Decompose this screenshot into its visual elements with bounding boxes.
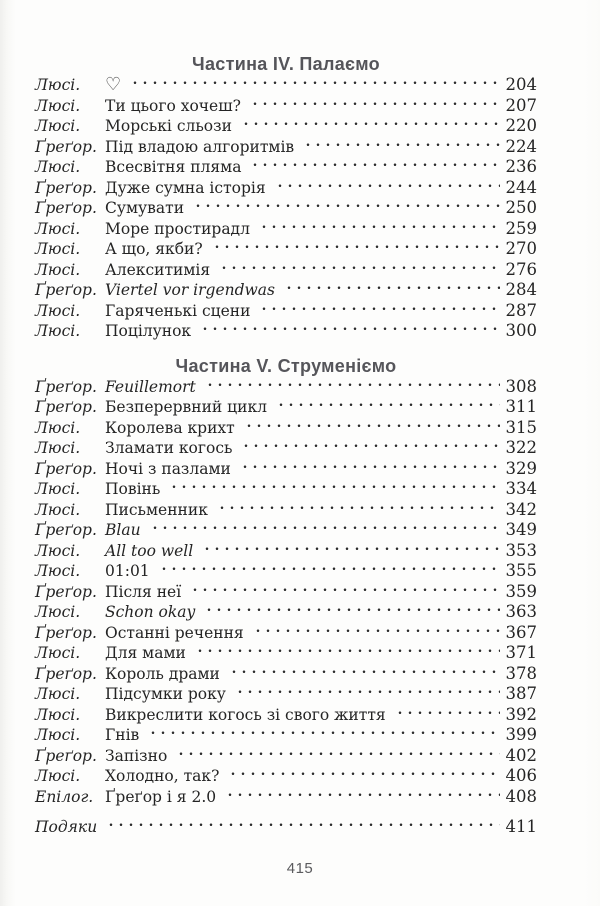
dot-leader [146,725,499,746]
page-number: 244 [505,177,537,197]
speaker-label: Ґреґор. [35,178,97,197]
chapter-title: Feuillemort [105,377,196,396]
speaker-label: Люсі. [35,500,81,519]
toc-entry [35,500,537,521]
page-number: 207 [505,95,537,115]
speaker-label: Люсі. [35,76,81,94]
toc-entry [35,766,537,787]
speaker-label: Ґреґор. [35,521,97,539]
dot-leader [257,301,499,322]
toc-entry [35,438,537,459]
chapter-title: А що, якби? [105,240,203,258]
toc-entry [35,280,537,301]
page-number: 371 [505,643,537,662]
speaker-label: Ґреґор. [35,377,97,396]
page-number: 250 [505,198,537,217]
speaker-label: Ґреґор. [35,582,97,601]
chapter-title: Повінь [105,480,161,498]
speaker-label: Ґреґор. [35,664,97,683]
chapter-title: Останні речення [105,623,244,642]
page-number: 334 [505,479,537,498]
dot-leader [191,198,499,219]
chapter-title: 01:01 [105,562,150,580]
speaker-label: Люсі. [35,705,81,724]
speaker-label: Люсі. [35,767,81,785]
page-number: 308 [505,376,537,396]
speaker-label: Люсі. [35,418,81,437]
page-number: 322 [505,438,537,457]
page-number: 359 [505,581,537,601]
toc-entry [35,561,537,582]
chapter-title: Ґреґор і я 2.0 [105,787,217,806]
speaker-label: Ґреґор. [35,398,97,416]
page-number: 387 [505,684,537,703]
chapter-title: Гаряченькі сцени [105,301,251,320]
speaker-label: Люсі. [35,117,81,135]
chapter-title: Під владою алгоритмів [105,137,295,156]
toc-entry [35,137,537,158]
dot-leader [301,137,499,158]
toc-entry [35,746,537,767]
chapter-title: Король драми [105,664,220,683]
speaker-label: Люсі. [35,301,81,320]
dot-leader [257,219,500,240]
speaker-label: Ґреґор. [35,137,97,156]
toc-entry [35,397,537,418]
toc-entry [35,705,537,726]
dot-leader [273,178,500,199]
toc-section [35,53,537,342]
toc-entry [35,75,537,96]
dot-leader [210,239,500,260]
chapter-title: Після неї [105,582,182,601]
toc-entry-acknowledgements [35,817,537,838]
page-number: 353 [505,540,537,560]
speaker-label: Ґреґор. [35,746,97,765]
dot-leader [227,664,500,685]
toc-entry [35,602,537,623]
chapter-title: Ночі з пазлами [105,459,231,478]
chapter-title: Гнів [105,726,140,744]
speaker-label: Ґреґор. [35,281,97,299]
chapter-title: Для мами [105,644,186,662]
page-number: 220 [505,116,537,135]
chapter-title: Schon okay [105,603,196,621]
page-number: 378 [505,663,537,683]
page-number: 349 [505,520,537,539]
speaker-label: Люсі. [35,219,81,238]
toc-entry [35,377,537,398]
dot-leader [188,582,499,603]
dot-leader [198,321,499,342]
toc-entry [35,459,537,480]
dot-leader [203,377,500,398]
page-number: 408 [505,786,537,806]
speaker-label: Ґреґор. [35,199,97,217]
dot-leader [226,766,499,787]
acknowledgements-label: Подяки [35,818,98,836]
page-number: 367 [505,622,537,642]
dot-leader [239,116,500,137]
toc-entry [35,260,537,281]
speaker-label: Люсі. [35,685,81,703]
dot-leader [174,746,499,767]
toc-entry [35,684,537,705]
chapter-title: Viertel vor irgendwas [105,281,276,299]
chapter-title: Королева крихт [105,418,235,437]
dot-leader [215,500,500,521]
dot-leader [248,157,499,178]
toc-entry [35,219,537,240]
page-number: 276 [505,259,537,279]
chapter-title: Безперервний цикл [105,398,268,416]
toc-entry [35,787,537,808]
table-of-contents [35,53,537,838]
heart-icon: ♡ [105,74,122,95]
chapter-title: Зламати когось [105,439,233,457]
speaker-label: Люсі. [35,240,81,258]
dot-leader [239,438,499,459]
dot-leader [238,459,500,480]
chapter-title: Запізно [105,746,168,765]
page-number: 315 [505,417,537,437]
chapter-title: Всесвітня пляма [105,158,242,176]
toc-entry [35,116,537,137]
page-number: 236 [505,157,537,176]
chapter-title: Море простирадл [105,219,250,238]
section-heading: Частина V. Струменіємо [175,355,397,376]
dot-leader [217,260,499,281]
dot-leader [157,561,500,582]
toc-entry [35,301,537,322]
chapter-title: Blau [105,521,141,539]
toc-entry [35,623,537,644]
dot-leader [223,787,499,808]
dot-leader [104,817,499,838]
dot-leader [248,96,500,117]
dot-leader [128,75,499,96]
page-folio: 415 [286,860,314,877]
toc-entry [35,321,537,342]
dot-leader [148,520,500,541]
toc-entry [35,541,537,562]
page-number: 399 [505,725,537,744]
speaker-label: Люсі. [35,644,81,662]
chapter-title: Дуже сумна історія [105,178,266,197]
toc-entry [35,198,537,219]
page-number: 342 [505,499,537,519]
speaker-label: Люсі. [35,562,81,580]
toc-sections [35,53,537,807]
speaker-label: Люсі. [35,480,81,498]
toc-entry [35,664,537,685]
speaker-label: Ґреґор. [35,623,97,642]
dot-leader [242,418,500,439]
toc-entry [35,239,537,260]
speaker-label: Люсі. [35,439,81,457]
toc-entry [35,178,537,199]
dot-leader [233,684,500,705]
speaker-label: Люсі. [35,322,81,340]
dot-leader [393,705,500,726]
toc-entry [35,643,537,664]
speaker-label: Люсі. [35,158,81,176]
page-number: 224 [505,136,537,156]
toc-entry [35,96,537,117]
chapter-title: Підсумки року [105,685,226,703]
page-number: 284 [505,280,537,299]
page-number: 204 [505,75,537,94]
page-number: 406 [505,766,537,785]
dot-leader [282,280,499,301]
page-number: 392 [505,704,537,724]
toc-section [35,355,537,808]
speaker-label: Люсі. [35,96,81,115]
chapter-title: All too well [105,541,194,560]
page-number: 311 [505,397,537,416]
page-number: 402 [505,745,537,765]
chapter-title: Письменник [105,500,208,519]
dot-leader [202,602,499,623]
chapter-title: Холодно, так? [105,767,220,785]
speaker-label: Люсі. [35,260,81,279]
chapter-title: Викреслити когось зі свого життя [105,705,386,724]
chapter-title: Сумувати [105,199,185,217]
toc-entry [35,520,537,541]
page-number: 287 [505,300,537,320]
page-number: 355 [505,561,537,580]
chapter-title: Поцілунок [105,322,192,340]
toc-entry [35,479,537,500]
speaker-label: Люсі. [35,541,81,560]
dot-leader [193,643,500,664]
chapter-title: Морські сльози [105,117,232,135]
chapter-title: Ти цього хочеш? [105,96,241,115]
acknowledgements-page-number: 411 [505,817,537,836]
page-number: 259 [505,218,537,238]
page-number: 363 [505,602,537,621]
dot-leader [167,479,499,500]
page-number: 300 [505,321,537,340]
toc-entry [35,582,537,603]
speaker-label: Люсі. [35,726,81,744]
toc-entry [35,725,537,746]
speaker-label: Ґреґор. [35,459,97,478]
chapter-title: Алекситимія [105,260,211,279]
dot-leader [274,397,499,418]
speaker-label: Епілог. [35,787,94,806]
page-number: 270 [505,239,537,258]
toc-entry [35,418,537,439]
speaker-label: Люсі. [35,603,81,621]
section-heading: Частина IV. Палаємо [192,54,380,74]
dot-leader [200,541,499,562]
dot-leader [251,623,500,644]
toc-entry [35,157,537,178]
page-number: 329 [505,458,537,478]
